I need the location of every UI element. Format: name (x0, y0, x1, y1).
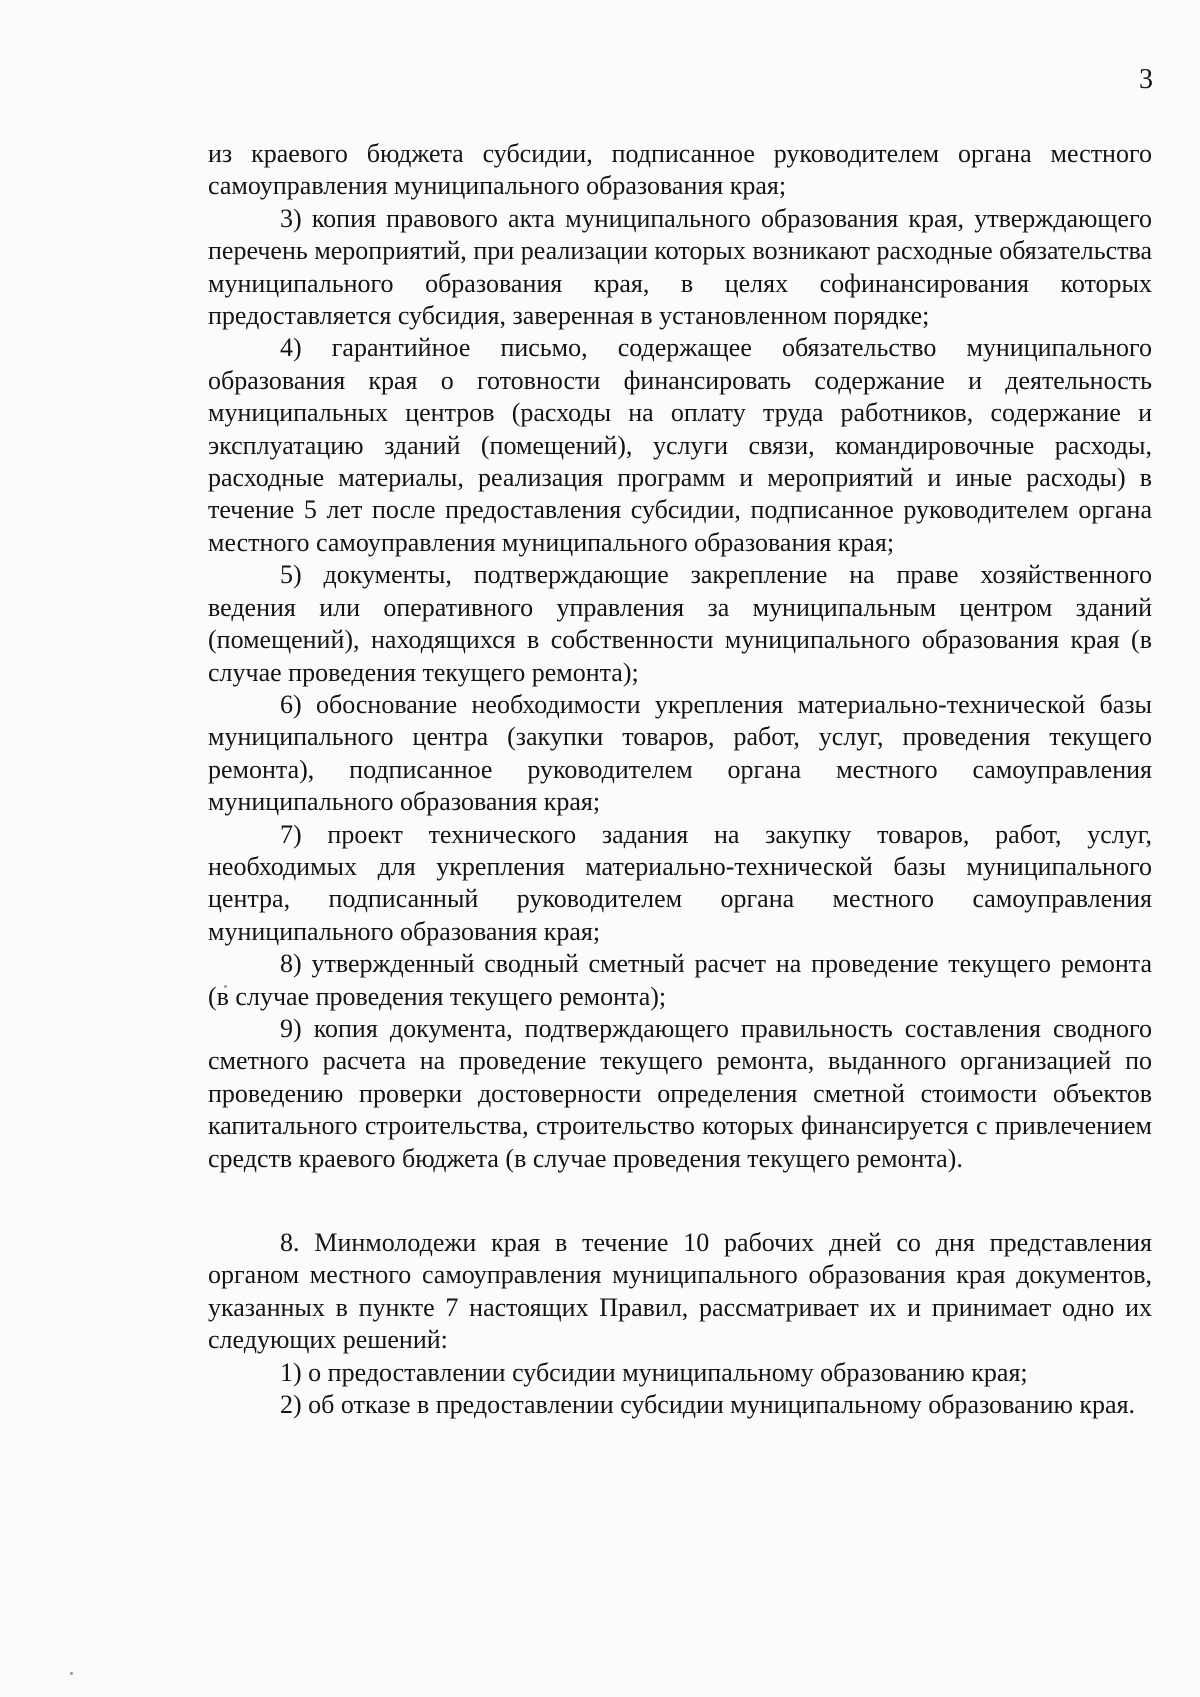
decision-item-2: 2) об отказе в предоставлении субсидии муниципальному образованию края. (280, 1390, 1136, 1420)
clause-8: 8. Минмолодежи края в течение 10 рабочих дней со дня представления органом местного самоуправления муниципального образования края документов, указанных в пункте 7 настоящих Правил, рассматривает их и принимает одно их следующих решений: (208, 1228, 1152, 1355)
list-item-8: 8) утвержденный сводный сметный расчет на проведение текущего ремонта (в случае проведения текущего ремонта); (208, 949, 1152, 1011)
paragraph-continuation: из краевого бюджета субсидии, подписанное руководителем органа местного самоуправления муниципального образования края; (208, 139, 1152, 201)
list-item-5: 5) документы, подтверждающие закрепление на праве хозяйственного ведения или оперативного управления за муниципальным центром зданий (помещений), находящихся в собственности муниципального образования края (в случае проведения текущего ремонта); (208, 560, 1152, 687)
list-item-7: 7) проект технического задания на закупку товаров, работ, услуг, необходимых для укрепления материально-технической базы муниципального центра, подписанный руководителем органа местного самоуправления муниципального образования края; (208, 819, 1152, 946)
scan-speck (70, 1672, 73, 1675)
list-item-6: 6) обоснование необходимости укрепления материально-технической базы муниципального центра (закупки товаров, работ, услуг, проведения текущего ремонта), подписанное руководителем органа местного самоуправления муниципального образования края; (208, 689, 1152, 817)
page-number: 3 (1139, 64, 1153, 95)
list-item-3: 3) копия правового акта муниципального образования края, утверждающего перечень мероприятий, при реализации которых возникают расходные обязательства муниципального образования края, в целях софинансирования которых предоставляется субсидия, заверенная в установленном порядке; (208, 203, 1152, 331)
list-item-9: 9) копия документа, подтверждающего правильность составления сводного сметного расчета на проведение текущего ремонта, выданного организацией по проведению проверки достоверности определения сметной стоимости объектов капитального строительства, строительство которых финансируется с привлечением средств краевого бюджета (в случае проведения текущего ремонта). (208, 1013, 1152, 1173)
list-item-4: 4) гарантийное письмо, содержащее обязательство муниципального образования края о готовности финансировать содержание и деятельность муниципальных центров (расходы на оплату труда работников, содержание и эксплуатацию зданий (помещений), услуги связи, командировочные расходы, расходные материалы, реализация программ и мероприятий и иные расходы) в течение 5 лет после предоставления субсидии, подписанное руководителем органа местного самоуправления муниципального образования края; (208, 333, 1152, 557)
document-body (208, 138, 1152, 1421)
paragraph-gap (208, 1175, 1152, 1227)
decision-item-1: 1) о предоставлении субсидии муниципальному образованию края; (280, 1357, 1028, 1387)
